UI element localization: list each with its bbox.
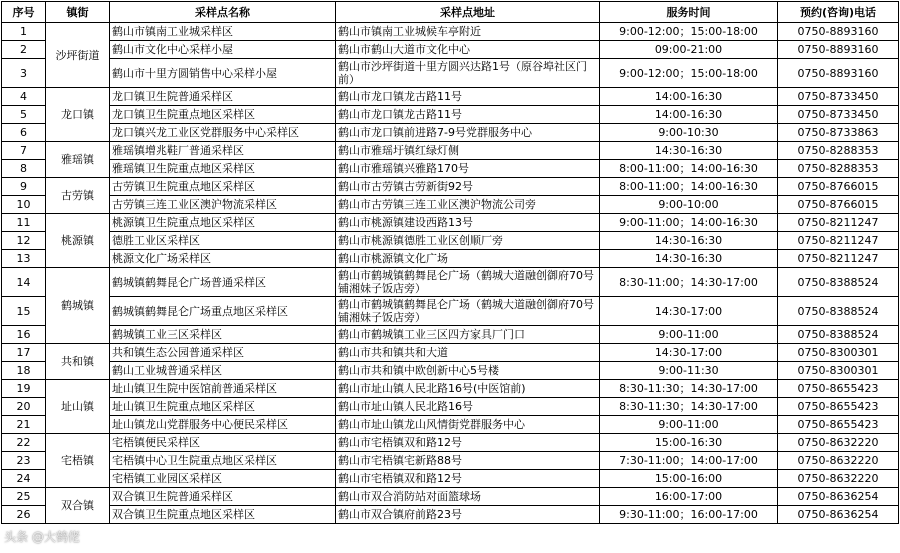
page [0, 1, 900, 553]
cell-service-time: 9:00-12:00；15:00-18:00 [600, 23, 778, 41]
cell-phone: 0750-8893160 [778, 23, 899, 41]
cell-site-address: 鹤山市雅瑶圩镇红绿灯侧 [336, 142, 600, 160]
header-service-time: 服务时间 [600, 2, 778, 23]
cell-serial: 16 [2, 326, 46, 344]
cell-service-time: 9:00-11:00 [600, 326, 778, 344]
cell-site-name: 双合镇卫生院重点地区采样区 [110, 506, 336, 524]
sampling-points-table [1, 1, 899, 524]
cell-site-address: 鹤山市鹤城镇鹤舞昆仑广场（鹤城大道融创御府70号铺湘妹子饭店旁） [336, 268, 600, 297]
table-row [2, 488, 899, 506]
table-row [2, 214, 899, 232]
cell-service-time: 14:00-16:30 [600, 106, 778, 124]
cell-site-address: 鹤山市桃源镇建设西路13号 [336, 214, 600, 232]
table-row [2, 297, 899, 326]
cell-serial: 10 [2, 196, 46, 214]
cell-phone: 0750-8388524 [778, 268, 899, 297]
table-row [2, 232, 899, 250]
table-row [2, 506, 899, 524]
cell-service-time: 8:30-11:30；14:30-17:00 [600, 398, 778, 416]
cell-serial: 2 [2, 41, 46, 59]
cell-site-name: 鹤城镇鹤舞昆仑广场普通采样区 [110, 268, 336, 297]
cell-service-time: 14:00-16:30 [600, 88, 778, 106]
cell-phone: 0750-8766015 [778, 196, 899, 214]
header-site-address: 采样点地址 [336, 2, 600, 23]
cell-site-address: 鹤山市鹤城镇工业三区四方家具厂门口 [336, 326, 600, 344]
cell-site-address: 鹤山市龙口镇前进路7-9号党群服务中心 [336, 124, 600, 142]
cell-service-time: 16:00-17:00 [600, 488, 778, 506]
cell-serial: 13 [2, 250, 46, 268]
cell-service-time: 15:00-16:00 [600, 470, 778, 488]
cell-site-address: 鹤山市共和镇共和大道 [336, 344, 600, 362]
cell-site-address: 鹤山市龙口镇龙古路11号 [336, 88, 600, 106]
cell-site-name: 龙口镇卫生院重点地区采样区 [110, 106, 336, 124]
cell-phone: 0750-8288353 [778, 142, 899, 160]
cell-site-address: 鹤山市桃源镇文化广场 [336, 250, 600, 268]
cell-site-name: 宅梧镇中心卫生院重点地区采样区 [110, 452, 336, 470]
cell-phone: 0750-8632220 [778, 452, 899, 470]
cell-phone: 0750-8388524 [778, 297, 899, 326]
cell-service-time: 9:00-11:00；14:00-16:30 [600, 214, 778, 232]
cell-service-time: 7:30-11:00；14:00-17:00 [600, 452, 778, 470]
cell-site-address: 鹤山市沙坪街道十里方圆兴达路1号（原谷埠社区门前） [336, 59, 600, 88]
table-row [2, 41, 899, 59]
cell-serial: 9 [2, 178, 46, 196]
table-row [2, 344, 899, 362]
cell-site-address: 鹤山市宅梧镇双和路12号 [336, 434, 600, 452]
table-row [2, 88, 899, 106]
cell-serial: 1 [2, 23, 46, 41]
cell-town: 鹤城镇 [46, 268, 110, 344]
cell-site-address: 鹤山市雅瑶镇兴雅路170号 [336, 160, 600, 178]
cell-service-time: 09:00-21:00 [600, 41, 778, 59]
cell-serial: 12 [2, 232, 46, 250]
cell-town: 桃源镇 [46, 214, 110, 268]
cell-site-name: 鹤山市十里方圆销售中心采样小屋 [110, 59, 336, 88]
cell-serial: 11 [2, 214, 46, 232]
cell-serial: 20 [2, 398, 46, 416]
table-row [2, 142, 899, 160]
cell-phone: 0750-8733450 [778, 106, 899, 124]
cell-site-name: 址山镇卫生院中医馆前普通采样区 [110, 380, 336, 398]
header-site-name: 采样点名称 [110, 2, 336, 23]
cell-site-address: 鹤山市鹤城镇鹤舞昆仑广场（鹤城大道融创御府70号铺湘妹子饭店旁） [336, 297, 600, 326]
cell-site-name: 古劳镇三连工业区澳沪物流采样区 [110, 196, 336, 214]
cell-serial: 4 [2, 88, 46, 106]
cell-site-name: 德胜工业区采样区 [110, 232, 336, 250]
table-row [2, 59, 899, 88]
cell-phone: 0750-8211247 [778, 214, 899, 232]
cell-phone: 0750-8388524 [778, 326, 899, 344]
cell-phone: 0750-8211247 [778, 232, 899, 250]
cell-site-name: 鹤城镇鹤舞昆仑广场重点地区采样区 [110, 297, 336, 326]
cell-phone: 0750-8655423 [778, 398, 899, 416]
cell-serial: 23 [2, 452, 46, 470]
cell-site-address: 鹤山市鹤山大道市文化中心 [336, 41, 600, 59]
cell-phone: 0750-8636254 [778, 506, 899, 524]
cell-phone: 0750-8288353 [778, 160, 899, 178]
cell-serial: 24 [2, 470, 46, 488]
cell-service-time: 9:30-11:00；16:00-17:00 [600, 506, 778, 524]
cell-service-time: 8:00-11:00；14:00-16:30 [600, 178, 778, 196]
table-row [2, 434, 899, 452]
cell-serial: 6 [2, 124, 46, 142]
cell-service-time: 14:30-16:30 [600, 232, 778, 250]
table-row [2, 23, 899, 41]
cell-town: 龙口镇 [46, 88, 110, 142]
table-row [2, 362, 899, 380]
cell-serial: 14 [2, 268, 46, 297]
table-header-row [2, 2, 899, 23]
cell-site-address: 鹤山市古劳镇古劳新街92号 [336, 178, 600, 196]
table-row [2, 326, 899, 344]
cell-site-address: 鹤山市址山镇人民北路16号(中医馆前) [336, 380, 600, 398]
cell-site-name: 共和镇生态公园普通采样区 [110, 344, 336, 362]
cell-town: 古劳镇 [46, 178, 110, 214]
table-row [2, 268, 899, 297]
cell-serial: 21 [2, 416, 46, 434]
cell-phone: 0750-8733863 [778, 124, 899, 142]
table-row [2, 160, 899, 178]
cell-site-address: 鹤山市桃源镇德胜工业区创顺厂旁 [336, 232, 600, 250]
cell-serial: 25 [2, 488, 46, 506]
cell-serial: 22 [2, 434, 46, 452]
cell-serial: 18 [2, 362, 46, 380]
cell-service-time: 9:00-12:00；15:00-18:00 [600, 59, 778, 88]
cell-phone: 0750-8733450 [778, 88, 899, 106]
table-row [2, 250, 899, 268]
cell-town: 雅瑶镇 [46, 142, 110, 178]
table-row [2, 124, 899, 142]
cell-serial: 17 [2, 344, 46, 362]
cell-town: 沙坪街道 [46, 23, 110, 88]
cell-serial: 26 [2, 506, 46, 524]
cell-service-time: 9:00-10:30 [600, 124, 778, 142]
cell-site-name: 龙口镇兴龙工业区党群服务中心采样区 [110, 124, 336, 142]
cell-site-name: 龙口镇卫生院普通采样区 [110, 88, 336, 106]
cell-phone: 0750-8211247 [778, 250, 899, 268]
cell-site-address: 鹤山市址山镇人民北路16号 [336, 398, 600, 416]
cell-site-address: 鹤山市宅梧镇双和路12号 [336, 470, 600, 488]
cell-serial: 7 [2, 142, 46, 160]
cell-phone: 0750-8655423 [778, 380, 899, 398]
cell-town: 共和镇 [46, 344, 110, 380]
cell-service-time: 8:30-11:30；14:30-17:00 [600, 380, 778, 398]
cell-service-time: 14:30-17:00 [600, 344, 778, 362]
cell-site-address: 鹤山市镇南工业城候车亭附近 [336, 23, 600, 41]
cell-site-address: 鹤山市古劳镇三连工业区澳沪物流公司旁 [336, 196, 600, 214]
cell-town: 址山镇 [46, 380, 110, 434]
table-row [2, 178, 899, 196]
table-row [2, 452, 899, 470]
cell-serial: 8 [2, 160, 46, 178]
cell-phone: 0750-8636254 [778, 488, 899, 506]
cell-site-name: 桃源镇卫生院重点地区采样区 [110, 214, 336, 232]
cell-phone: 0750-8632220 [778, 434, 899, 452]
cell-site-name: 鹤山市镇南工业城采样区 [110, 23, 336, 41]
cell-phone: 0750-8632220 [778, 470, 899, 488]
cell-serial: 15 [2, 297, 46, 326]
cell-service-time: 9:00-11:30 [600, 362, 778, 380]
header-phone: 预约(咨询)电话 [778, 2, 899, 23]
table-row [2, 106, 899, 124]
cell-town: 双合镇 [46, 488, 110, 524]
table-row [2, 196, 899, 214]
cell-site-name: 古劳镇卫生院重点地区采样区 [110, 178, 336, 196]
cell-service-time: 8:00-11:00；14:00-16:30 [600, 160, 778, 178]
cell-town: 宅梧镇 [46, 434, 110, 488]
cell-site-address: 鹤山市共和镇中欧创新中心5号楼 [336, 362, 600, 380]
cell-phone: 0750-8766015 [778, 178, 899, 196]
cell-site-name: 雅瑶镇增兆鞋厂普通采样区 [110, 142, 336, 160]
cell-phone: 0750-8893160 [778, 41, 899, 59]
table-body [2, 23, 899, 524]
cell-phone: 0750-8300301 [778, 344, 899, 362]
cell-serial: 19 [2, 380, 46, 398]
cell-serial: 3 [2, 59, 46, 88]
cell-service-time: 14:30-16:30 [600, 250, 778, 268]
cell-site-name: 雅瑶镇卫生院重点地区采样区 [110, 160, 336, 178]
table-row [2, 380, 899, 398]
cell-site-address: 鹤山市双合消防站对面篮球场 [336, 488, 600, 506]
watermark: 头条 @大鹤佬 [4, 530, 80, 544]
table-row [2, 470, 899, 488]
header-town: 镇街 [46, 2, 110, 23]
cell-serial: 5 [2, 106, 46, 124]
cell-site-name: 鹤山工业城普通采样区 [110, 362, 336, 380]
cell-service-time: 9:00-10:00 [600, 196, 778, 214]
cell-site-name: 宅梧镇工业园区采样区 [110, 470, 336, 488]
cell-site-address: 鹤山市宅梧镇宅新路88号 [336, 452, 600, 470]
cell-site-address: 鹤山市龙口镇龙古路11号 [336, 106, 600, 124]
cell-service-time: 9:00-11:00 [600, 416, 778, 434]
cell-service-time: 15:00-16:30 [600, 434, 778, 452]
cell-service-time: 14:30-16:30 [600, 142, 778, 160]
cell-site-name: 鹤山市文化中心采样小屋 [110, 41, 336, 59]
cell-service-time: 8:30-11:00；14:30-17:00 [600, 268, 778, 297]
cell-site-name: 双合镇卫生院普通采样区 [110, 488, 336, 506]
cell-site-name: 桃源文化广场采样区 [110, 250, 336, 268]
cell-site-name: 址山镇龙山党群服务中心便民采样区 [110, 416, 336, 434]
cell-phone: 0750-8300301 [778, 362, 899, 380]
header-serial: 序号 [2, 2, 46, 23]
cell-phone: 0750-8655423 [778, 416, 899, 434]
cell-phone: 0750-8893160 [778, 59, 899, 88]
cell-site-address: 鹤山市址山镇龙山风情街党群服务中心 [336, 416, 600, 434]
cell-site-name: 鹤城镇工业三区采样区 [110, 326, 336, 344]
table-row [2, 416, 899, 434]
cell-service-time: 14:30-17:00 [600, 297, 778, 326]
cell-site-name: 宅梧镇便民采样区 [110, 434, 336, 452]
cell-site-address: 鹤山市双合镇府前路23号 [336, 506, 600, 524]
cell-site-name: 址山镇卫生院重点地区采样区 [110, 398, 336, 416]
table-row [2, 398, 899, 416]
